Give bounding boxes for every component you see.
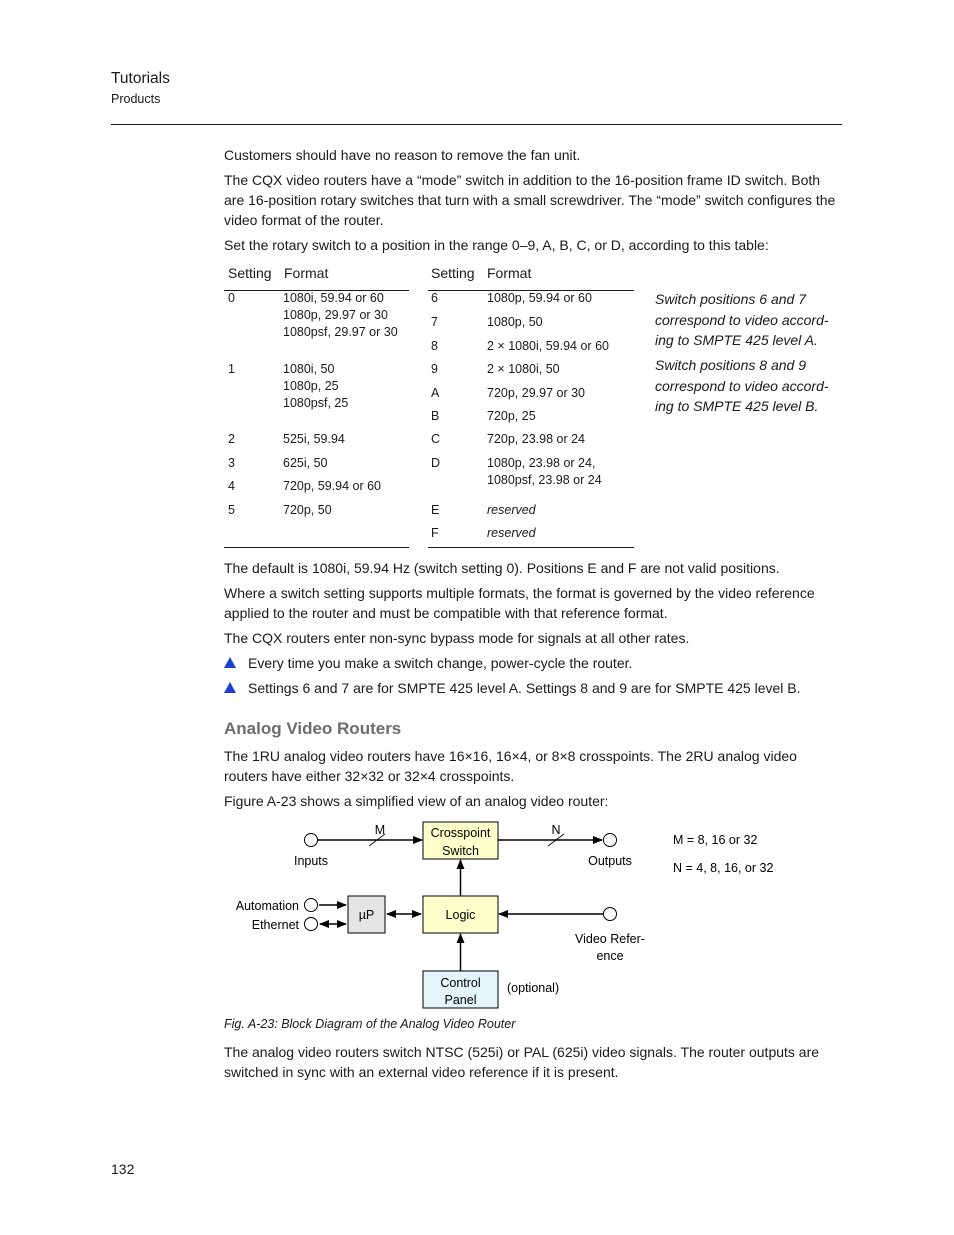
- table-cell-format: 1080psf, 25: [283, 396, 349, 410]
- table-cell-setting: 1: [228, 362, 235, 376]
- video-reference-label: Video Refer-: [575, 932, 645, 946]
- table-cell-setting: 0: [228, 291, 235, 305]
- table-header-format: Format: [487, 265, 532, 281]
- table-cell-setting: 7: [431, 315, 438, 329]
- paragraph-mode-switch: The CQX video routers have a “mode” switch in addition to the 16-position frame ID switch. Both are 16-position rotary switches that turn with a small screwdriver. The “mode” switch configures the video format of the router.: [224, 172, 836, 228]
- paragraph-set-switch: Set the rotary switch to a position in the range 0–9, A, B, C, or D, according to this table:: [224, 237, 769, 253]
- n-label: N: [551, 823, 561, 837]
- paragraph-default: The default is 1080i, 59.94 Hz (switch setting 0). Positions E and F are not valid positions.: [224, 560, 780, 576]
- inputs-connector-icon: [305, 834, 318, 847]
- table-cell-format: 1080i, 50: [283, 362, 335, 376]
- paragraph-fan-unit: Customers should have no reason to remove the fan unit.: [224, 147, 581, 163]
- microprocessor-label: µP: [358, 908, 375, 922]
- crosspoint-label: Crosspoint: [430, 826, 491, 840]
- table-cell-setting: 2: [228, 432, 235, 446]
- table-cell-format: 1080psf, 29.97 or 30: [283, 325, 398, 339]
- n-values-label: N = 4, 8, 16, or 32: [673, 861, 774, 875]
- paragraph-ntsc-pal: The analog video routers switch NTSC (525i) or PAL (625i) video signals. The router outputs are switched in sync with an external video reference if it is present.: [224, 1044, 820, 1080]
- control-label: Control: [440, 976, 481, 990]
- table-cell-format: 1080psf, 23.98 or 24: [487, 473, 602, 487]
- automation-label: Automation: [235, 899, 299, 913]
- video-reference-label: ence: [596, 949, 624, 963]
- table-note: Switch positions 6 and 7 correspond to video accord- ing to SMPTE 425 level A.: [655, 291, 829, 348]
- table-header-setting: Setting: [228, 265, 272, 281]
- table-cell-setting: E: [431, 503, 440, 517]
- header-subtitle: Products: [111, 92, 161, 106]
- table-cell-setting: 5: [228, 503, 235, 517]
- outputs-label: Outputs: [588, 854, 632, 868]
- table-cell-format: 720p, 23.98 or 24: [487, 432, 585, 446]
- table-cell-setting: D: [431, 456, 441, 470]
- inputs-label: Inputs: [293, 854, 329, 868]
- table-cell-format: reserved: [487, 503, 536, 517]
- paragraph-crosspoints: The 1RU analog video routers have 16×16, 16×4, or 8×8 crosspoints. The 2RU analog video routers have either 32×32 or 32×4 crosspoints.: [224, 748, 797, 784]
- panel-label: Panel: [444, 993, 477, 1007]
- table-cell-format: reserved: [487, 526, 536, 540]
- bullet-item: Every time you make a switch change, power-cycle the router.: [224, 653, 844, 673]
- table-cell-format: 1080i, 59.94 or 60: [283, 291, 384, 305]
- header-title: Tutorials: [111, 70, 170, 87]
- table-cell-format: 1080p, 25: [283, 379, 339, 393]
- switch-label: Switch: [442, 844, 479, 858]
- table-cell-format: 625i, 50: [283, 456, 328, 470]
- table-cell-format: 1080p, 29.97 or 30: [283, 308, 388, 322]
- table-cell-format: 1080p, 59.94 or 60: [487, 291, 592, 305]
- table-cell-format: 720p, 25: [487, 409, 536, 423]
- figure-caption: Fig. A-23: Block Diagram of the Analog Video Router: [224, 1017, 516, 1031]
- video-reference-connector-icon: [604, 908, 617, 921]
- table-cell-format: 720p, 29.97 or 30: [487, 386, 585, 400]
- table-cell-setting: 8: [431, 339, 438, 353]
- paragraph-multiple-formats: Where a switch setting supports multiple formats, the format is governed by the video reference applied to the router and must be compatible with that reference format.: [224, 585, 815, 621]
- section-heading: Analog Video Routers: [224, 719, 402, 738]
- table-cell-setting: B: [431, 409, 440, 423]
- table-cell-setting: 4: [228, 479, 235, 493]
- paragraph-bypass: The CQX routers enter non-sync bypass mode for signals at all other rates.: [224, 630, 690, 646]
- table-cell-setting: 6: [431, 291, 438, 305]
- table-cell-format: 525i, 59.94: [283, 432, 345, 446]
- table-cell-setting: C: [431, 432, 441, 446]
- table-cell-setting: 3: [228, 456, 235, 470]
- optional-label: (optional): [507, 981, 560, 995]
- table-cell-format: 2 × 1080i, 59.94 or 60: [487, 339, 609, 353]
- table-cell-format: 1080p, 50: [487, 315, 543, 329]
- table-header-format: Format: [284, 265, 329, 281]
- ethernet-label: Ethernet: [251, 918, 299, 932]
- table-cell-setting: 9: [431, 362, 438, 376]
- table-cell-format: 720p, 50: [283, 503, 332, 517]
- bullet-item: Settings 6 and 7 are for SMPTE 425 level A. Settings 8 and 9 are for SMPTE 425 level B.: [224, 678, 844, 698]
- table-cell-setting: A: [431, 386, 440, 400]
- table-header-setting: Setting: [431, 265, 475, 281]
- m-label: M: [374, 823, 386, 837]
- paragraph-figure-intro: Figure A-23 shows a simplified view of an analog video router:: [224, 793, 609, 809]
- table-cell-format: 1080p, 23.98 or 24,: [487, 456, 596, 470]
- table-note: Switch positions 8 and 9 correspond to video accord- ing to SMPTE 425 level B.: [655, 357, 829, 414]
- outputs-connector-icon: [604, 834, 617, 847]
- m-values-label: M = 8, 16 or 32: [673, 833, 758, 847]
- logic-label: Logic: [445, 908, 476, 922]
- automation-connector-icon: [305, 899, 318, 912]
- page-number: 132: [111, 1161, 135, 1177]
- table-cell-setting: F: [431, 526, 439, 540]
- ethernet-connector-icon: [305, 918, 318, 931]
- table-cell-format: 2 × 1080i, 50: [487, 362, 560, 376]
- table-cell-format: 720p, 59.94 or 60: [283, 479, 381, 493]
